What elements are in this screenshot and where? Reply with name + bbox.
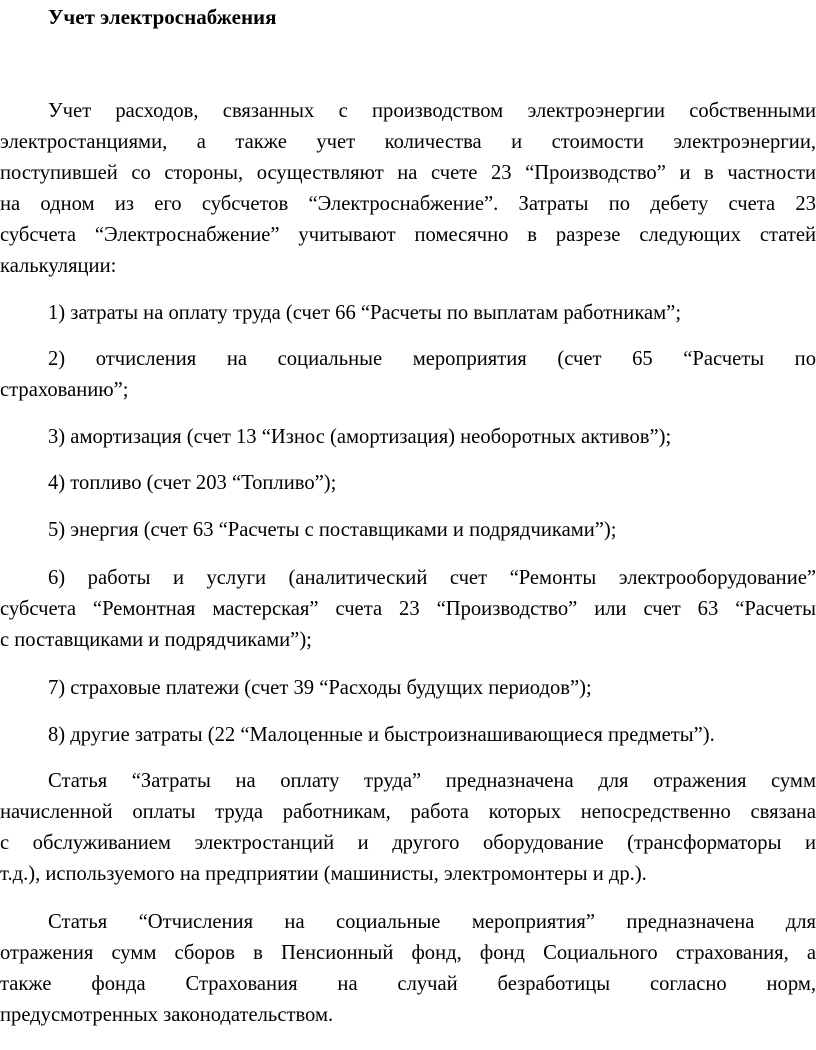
text-line: 4) топливо (счет 203 “Топливо”); bbox=[48, 472, 337, 494]
list-item-5 bbox=[0, 515, 816, 546]
text-line: 6) работы и услуги (аналитический счет “Ремонты электрооборудование” bbox=[48, 567, 816, 589]
text-line: с обслуживанием электростанций и другого оборудование (трансформаторы и bbox=[0, 832, 816, 854]
paragraph-social-contributions bbox=[0, 907, 816, 1031]
text-line: начисленной оплаты труда работникам, работа которых непосредственно связана bbox=[0, 801, 816, 823]
text-line: 1) затраты на оплату труда (счет 66 “Расчеты по выплатам работникам”; bbox=[48, 302, 682, 324]
text-line: 5) энергия (счет 63 “Расчеты с поставщиками и подрядчиками”); bbox=[48, 519, 617, 541]
text-line: страхованию”; bbox=[0, 379, 129, 401]
text-line: предусмотренных законодательством. bbox=[0, 1004, 334, 1026]
text-line: также фонда Страхования на случай безработицы согласно норм, bbox=[0, 973, 816, 995]
text-line: с поставщиками и подрядчиками”); bbox=[0, 629, 312, 651]
list-item-1 bbox=[0, 298, 816, 329]
paragraph-intro bbox=[0, 96, 816, 282]
text-line: отражения сумм сборов в Пенсионный фонд, фонд Социального страхования, а bbox=[0, 942, 816, 964]
list-item-3 bbox=[0, 422, 816, 453]
text-line: электростанциями, а также учет количества и стоимости электроэнергии, bbox=[0, 131, 816, 153]
text-line: т.д.), используемого на предприятии (машинисты, электромонтеры и др.). bbox=[0, 863, 647, 885]
document-title: Учет электроснабжения bbox=[48, 5, 277, 29]
list-item-4 bbox=[0, 468, 816, 499]
text-line: на одном из его субсчетов “Электроснабжение”. Затраты по дебету счета 23 bbox=[0, 193, 816, 215]
paragraph-labor-costs bbox=[0, 766, 816, 890]
text-line: 3) амортизация (счет 13 “Износ (амортизация) необоротных активов”); bbox=[48, 426, 672, 448]
text-line: субсчета “Электроснабжение” учитывают помесячно в разрезе следующих статей bbox=[0, 224, 816, 246]
text-line: калькуляции: bbox=[0, 255, 117, 277]
text-line: 2) отчисления на социальные мероприятия (счет 65 “Расчеты по bbox=[48, 348, 816, 370]
text-line: 8) другие затраты (22 “Малоценные и быстроизнашивающиеся предметы”). bbox=[48, 724, 715, 746]
text-line: Статья “Затраты на оплату труда” предназначена для отражения сумм bbox=[48, 770, 816, 792]
text-line: 7) страховые платежи (счет 39 “Расходы будущих периодов”); bbox=[48, 677, 592, 699]
list-item-8 bbox=[0, 720, 816, 751]
text-line: Учет расходов, связанных с производством электроэнергии собственными bbox=[48, 100, 816, 122]
text-line: поступившей со стороны, осуществляют на счете 23 “Производство” и в частности bbox=[0, 162, 816, 184]
list-item-6 bbox=[0, 563, 816, 656]
text-line: субсчета “Ремонтная мастерская” счета 23 “Производство” или счет 63 “Расчеты bbox=[0, 598, 816, 620]
list-item-7 bbox=[0, 673, 816, 704]
list-item-2 bbox=[0, 344, 816, 406]
text-line: Статья “Отчисления на социальные мероприятия” предназначена для bbox=[48, 911, 816, 933]
